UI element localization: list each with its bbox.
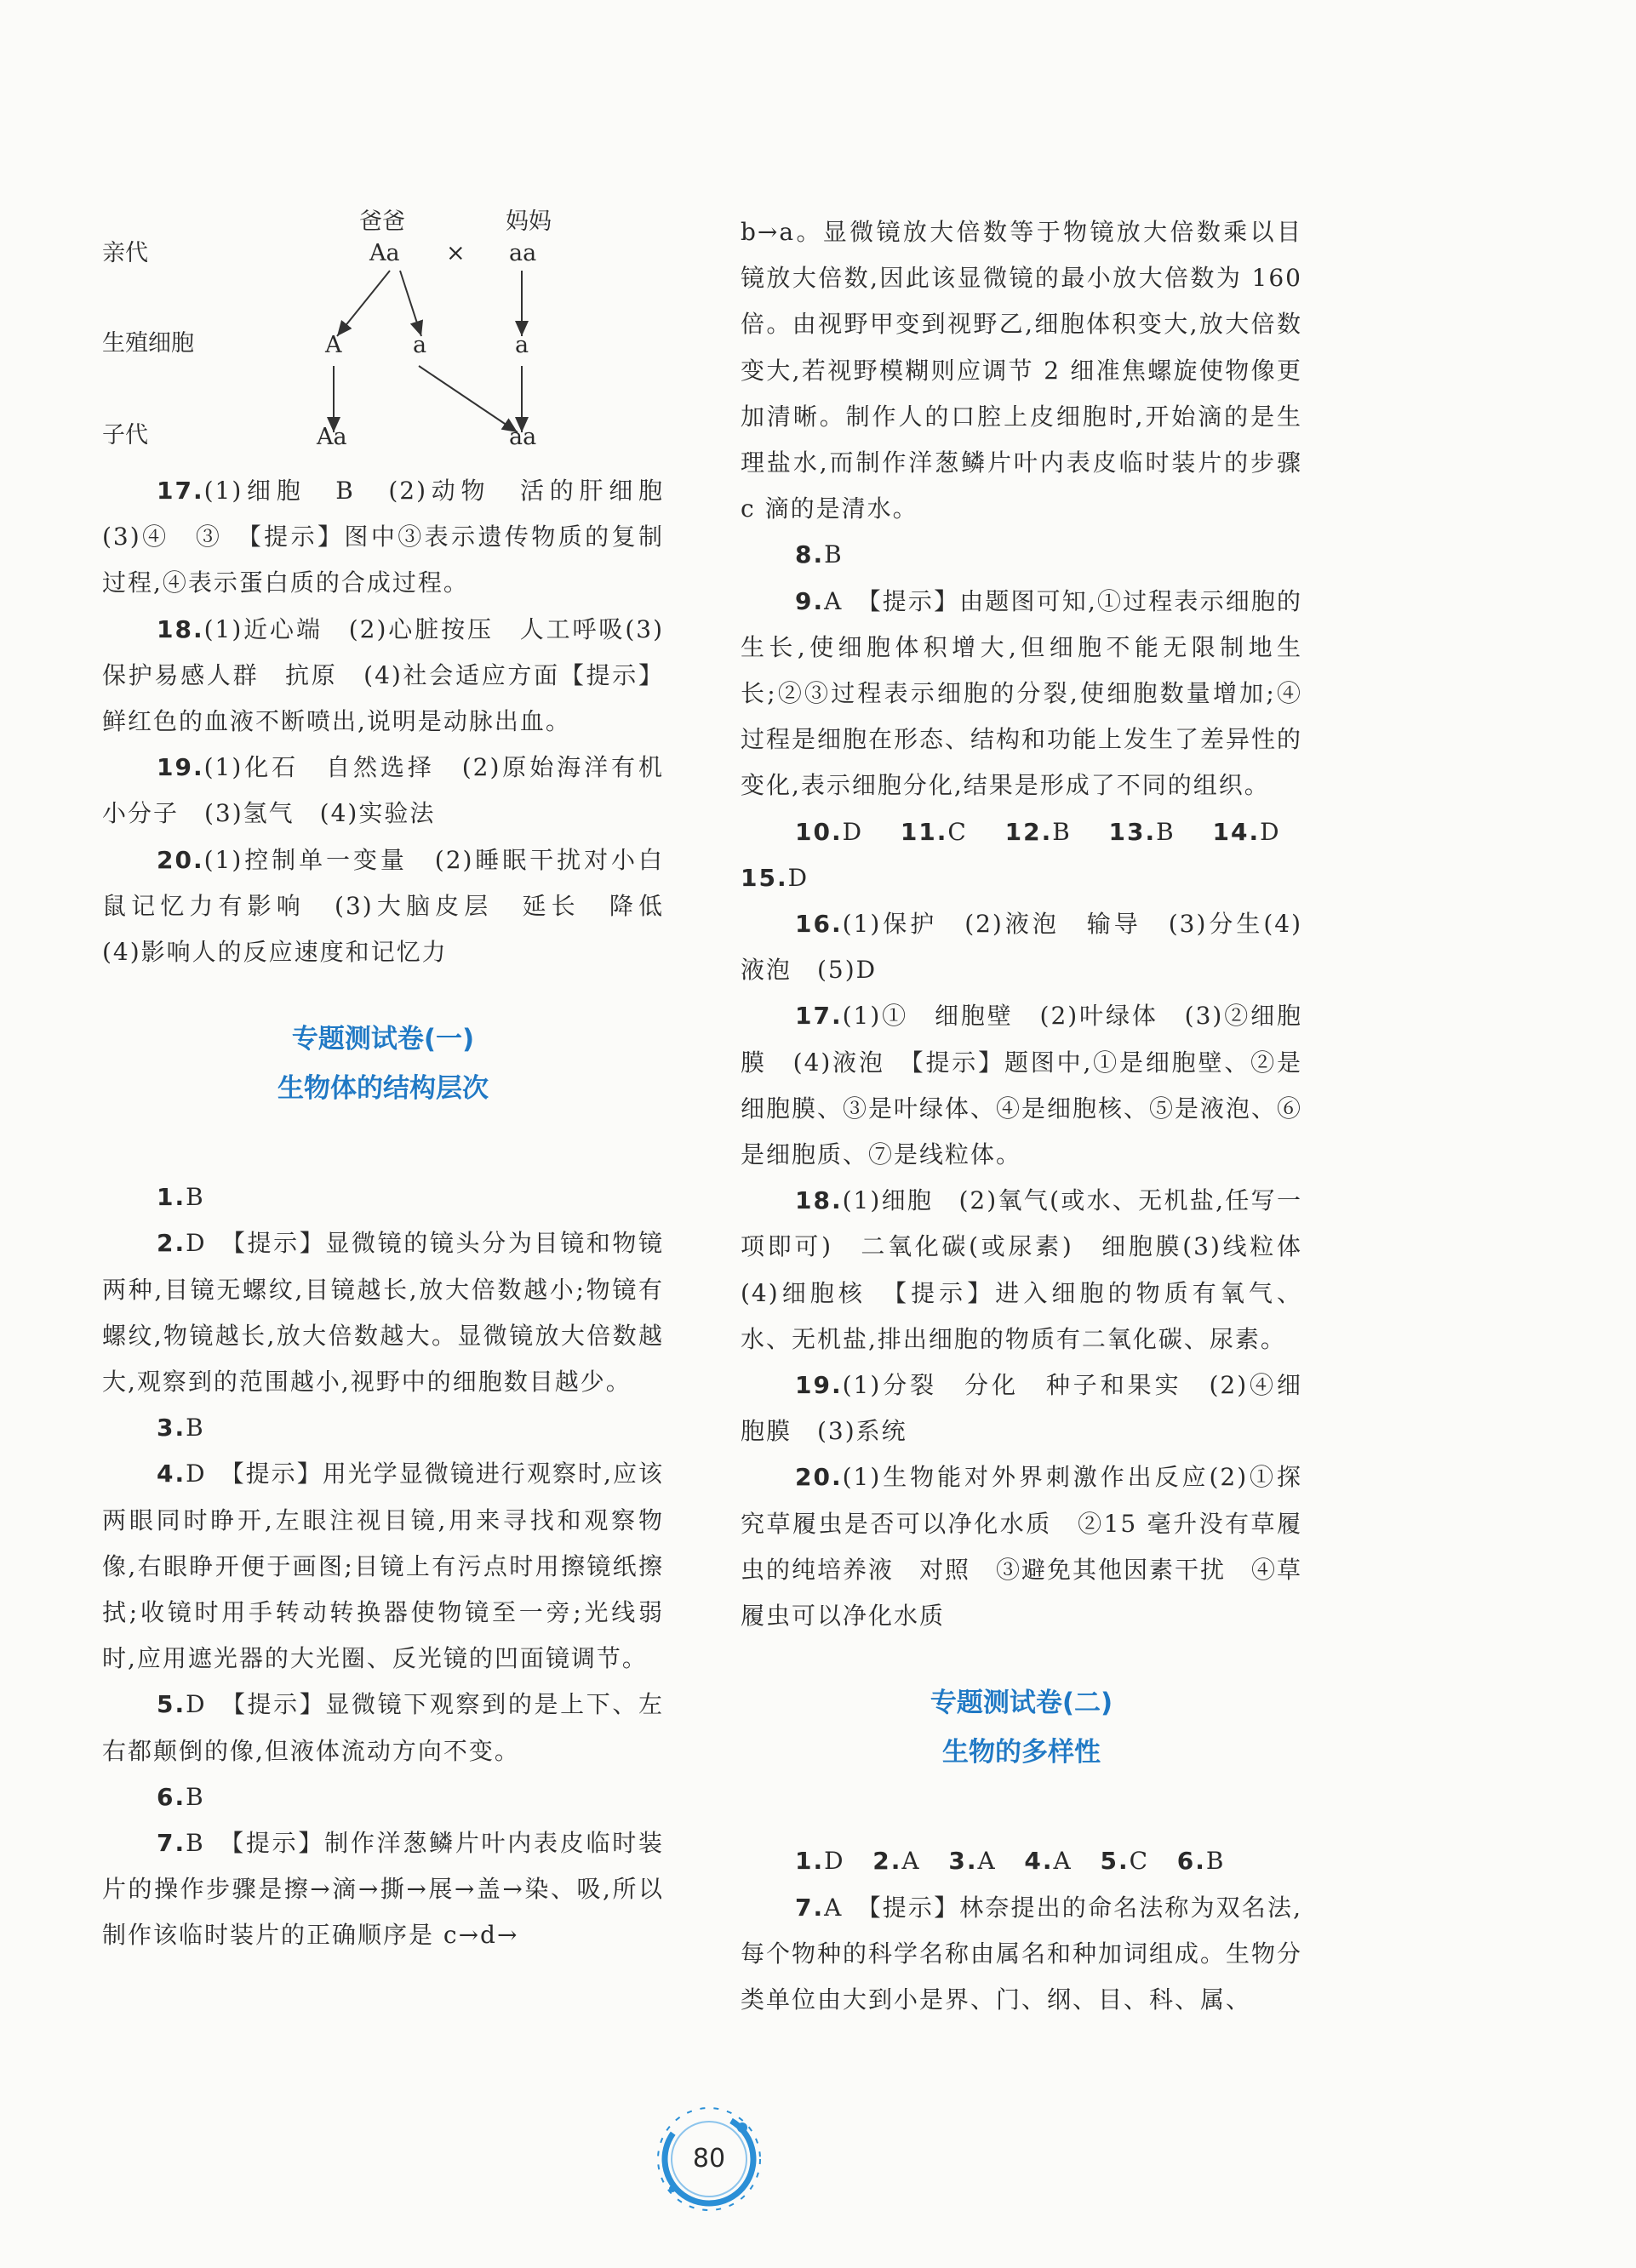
section-1-subtitle: 生物体的结构层次 [277,1073,489,1105]
answer-s1-7-continued: b→a。显微镜放大倍数等于物镜放大倍数乘以目镜放大倍数,因此该显微镜的最小放大倍数为 160 倍。由视野甲变到视野乙,细胞体积变大,放大倍数变大,若视野模糊则应调节 2 细准焦螺旋使物像更加清晰。制作人的口腔上皮细胞时,开始滴的是生理盐水,而制作洋葱鳞片叶内表皮临时装片的步骤 c 滴的是清水。 [741,218,1302,523]
answer-s1-3: 3.B [157,1414,205,1442]
answer-s1-8: 8.B [795,540,844,569]
father-genotype: Aa [369,240,400,266]
gamete-A: A [325,332,342,358]
answer-s1-1: 1.B [157,1183,205,1212]
answer-s1-9: 9.A 【提示】由题图可知,①过程表示细胞的生长,使细胞体积增大,但细胞不能无限制地生长;②③过程表示细胞的分裂,使细胞数量增加;④过程是细胞在形态、结构和功能上发生了差异性的变化,表示细胞分化,结果是形成了不同的组织。 [741,586,1303,800]
answer-s1-5: 5.D 【提示】显微镜下观察到的是上下、左右都颠倒的像,但液体流动方向不变。 [102,1690,664,1765]
answer-s1-20: 20.(1)生物能对外界刺激作出反应(2)①探究草履虫是否可以净化水质 ②15 毫升没有草履虫的纯培养液 对照 ③避免其他因素干扰 ④草履虫可以净化水质 [741,1463,1303,1631]
cross-symbol: × [446,240,466,266]
section-1-title: 专题测试卷(一) [291,1024,475,1055]
label-gametes: 生殖细胞 [102,330,194,357]
answer-17: 17.(1)细胞 B (2)动物 活的肝细胞(3)④ ③ 【提示】图中③表示遗传物质的复制过程,④表示蛋白质的合成过程。 [102,477,664,597]
mother-genotype: aa [509,240,537,266]
right-column [741,209,1329,2023]
answer-s2-7: 7.A 【提示】林奈提出的命名法称为双名法,每个物种的科学名称由属名和种加词组成。生物分类单位由大到小是界、门、纲、目、科、属、 [741,1893,1303,2014]
answer-s1-6: 6.B [157,1782,205,1811]
answer-s1-2: 2.D 【提示】显微镜的镜头分为目镜和物镜两种,目镜无螺纹,目镜越长,放大倍数越小;物镜有螺纹,物镜越长,放大倍数越大。显微镜放大倍数越大,观察到的范围越小,视野中的细胞数目越少。 [102,1229,664,1397]
answer-18: 18.(1)近心端 (2)心脏按压 人工呼吸(3)保护易感人群 抗原 (4)社会适应方面【提示】鲜红色的血液不断喷出,说明是动脉出血。 [102,614,664,736]
label-parents: 亲代 [102,240,148,266]
answer-20: 20.(1)控制单一变量 (2)睡眠干扰对小白鼠记忆力有影响 (3)大脑皮层 延长 降低 (4)影响人的反应速度和记忆力 [102,845,690,967]
label-offspring: 子代 [102,422,148,448]
answer-s1-4: 4.D 【提示】用光学显微镜进行观察时,应该两眼同时睁开,左眼注视目镜,用来寻找和观察物像,右眼睁开便于画图;目镜上有污点时用擦镜纸擦拭;收镜时用手转动转换器使物镜至一旁;光线弱时,应用遮光器的大光圈、反光镜的凹面镜调节。 [102,1460,664,1673]
gamete-a-father: a [413,332,427,358]
answer-s1-18: 18.(1)细胞 (2)氧气(或水、无机盐,任写一项即可) 二氧化碳(或尿素) 细胞膜(3)线粒体 (4)细胞核 【提示】进入细胞的物质有氧气、水、无机盐,排出细胞的物质有二氧化碳、尿素。 [741,1186,1329,1353]
answers-s1-10-15: 10.D 11.C 12.B 13.B 14.D 15.D [741,817,1281,892]
answer-s1-16: 16.(1)保护 (2)液泡 输导 (3)分生(4)液泡 (5)D [741,910,1302,985]
answers-s2-1-6: 1.D 2.A 3.A 4.A 5.C 6.B [795,1847,1226,1876]
answer-s1-19: 19.(1)分裂 分化 种子和果实 (2)④细胞膜 (3)系统 [741,1371,1302,1446]
answer-s1-7: 7.B 【提示】制作洋葱鳞片叶内表皮临时装片的操作步骤是擦→滴→撕→展→盖→染、吸,所以制作该临时装片的正确顺序是 c→d→ [102,1829,664,1950]
left-column [102,204,690,1959]
mother-label: 妈妈 [506,209,552,235]
answer-s1-17: 17.(1)① 细胞壁 (2)叶绿体 (3)②细胞膜 (4)液泡 【提示】题图中,①是细胞壁、②是细胞膜、③是叶绿体、④是细胞核、⑤是液泡、⑥是细胞质、⑦是线粒体。 [741,1002,1303,1169]
answer-19: 19.(1)化石 自然选择 (2)原始海洋有机小分子 (3)氢气 (4)实验法 [102,753,664,828]
page-number-badge [654,2104,764,2214]
child-Aa: Aa [317,424,347,450]
child-aa: aa [509,424,537,450]
father-label: 爸爸 [359,209,405,235]
gamete-a-mother: a [515,332,529,358]
genetics-diagram [102,204,664,468]
page-number: 80 [692,2144,726,2174]
section-2-subtitle: 生物的多样性 [942,1737,1101,1768]
section-2-title: 专题测试卷(二) [930,1688,1113,1719]
